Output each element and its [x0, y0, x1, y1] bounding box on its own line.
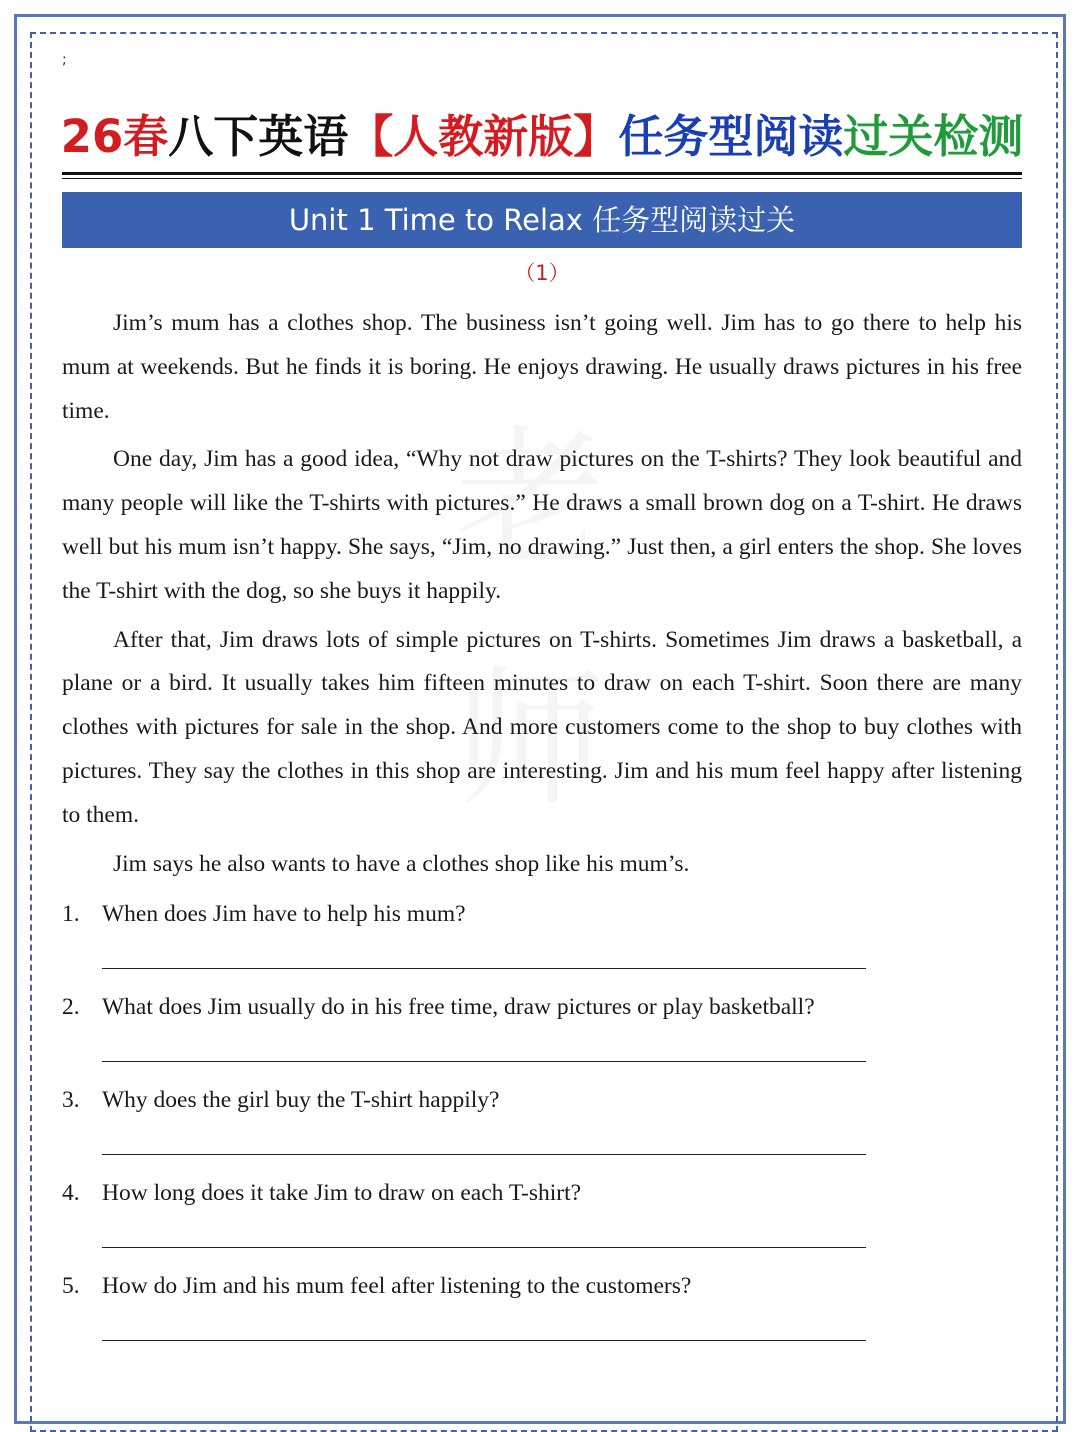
question-text: Why does the girl buy the T-shirt happily? [102, 1087, 500, 1113]
answer-line[interactable] [102, 968, 866, 969]
question-list [62, 892, 1022, 1357]
question-text: How do Jim and his mum feel after listening to the customers? [102, 1273, 692, 1299]
answer-line[interactable] [102, 1247, 866, 1248]
question-number: 3. [62, 1087, 80, 1113]
title-subject: 八下英语 [168, 110, 349, 163]
title-year: 26 [60, 110, 124, 163]
page-title [60, 106, 1024, 168]
title-test: 过关检测 [843, 110, 1024, 163]
unit-banner: Unit 1 Time to Relax 任务型阅读过关 [62, 192, 1022, 248]
answer-line[interactable] [102, 1154, 866, 1155]
title-type: 任务型阅读 [618, 110, 844, 163]
question-number: 2. [62, 994, 80, 1020]
watermark-decoration: 老 师 [454, 413, 605, 827]
title-underline-thin [62, 178, 1022, 179]
reading-passage [62, 302, 1022, 891]
question-item [62, 1264, 1022, 1357]
question-item [62, 1078, 1022, 1171]
passage-paragraph: After that, Jim draws lots of simple pictures on T-shirts. Sometimes Jim draws a basketball, a plane or a bird. It usually takes him fifteen minutes to draw on each T-shirt. Soon there are many clothes with pictures for sale in the shop. And more customers come to the shop to buy clothes with pictures. They say the clothes in this shop are interesting. Jim and his mum feel happy after listening to them. [62, 626, 1022, 828]
section-number: （1） [514, 261, 570, 285]
title-underline-thick [62, 172, 1022, 175]
question-item [62, 985, 1022, 1078]
title-season: 春 [123, 110, 169, 163]
question-number: 4. [62, 1180, 80, 1206]
passage-paragraph: One day, Jim has a good idea, “Why not draw pictures on the T-shirts? They look beautiful and many people will like the T-shirts with pictures.” He draws a small brown dog on a T-shirt. He draws well but his mum isn’t happy. She says, “Jim, no drawing.” Just then, a girl enters the shop. She loves the T-shirt with the dog, so she buys it happily. [62, 446, 1022, 604]
answer-line[interactable] [102, 1340, 866, 1341]
answer-line[interactable] [102, 1061, 866, 1062]
question-text: When does Jim have to help his mum? [102, 901, 466, 927]
question-number: 1. [62, 901, 80, 927]
passage-paragraph: Jim’s mum has a clothes shop. The business isn’t going well. Jim has to go there to help his mum at weekends. But he finds it is boring. He enjoys drawing. He usually draws pictures in his free time. [62, 310, 1022, 424]
question-item [62, 1171, 1022, 1264]
title-edition: 【人教新版】 [348, 110, 619, 163]
corner-marker: ; [62, 52, 67, 68]
question-number: 5. [62, 1273, 80, 1299]
passage-paragraph: Jim says he also wants to have a clothes shop like his mum’s. [113, 850, 690, 877]
question-text: What does Jim usually do in his free time, draw pictures or play basketball? [102, 994, 815, 1020]
question-text: How long does it take Jim to draw on each T-shirt? [102, 1180, 582, 1206]
question-item [62, 892, 1022, 985]
